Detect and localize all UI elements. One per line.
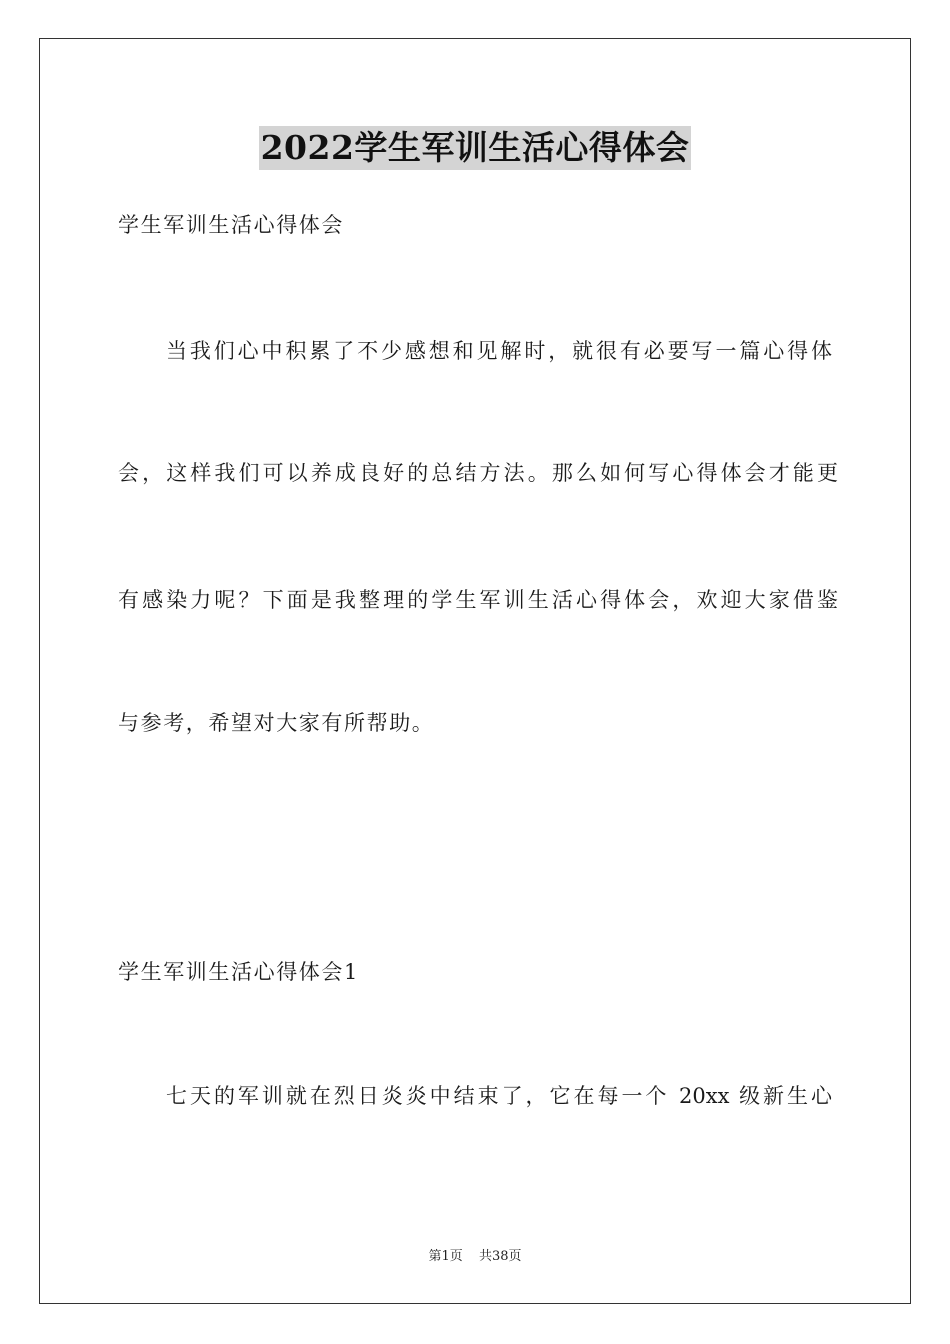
intro-line-2: 会，这样我们可以养成良好的总结方法。那么如何写心得体会才能更 — [118, 461, 838, 485]
page-footer — [0, 1248, 950, 1266]
intro-line-1: 当我们心中积累了不少感想和见解时，就很有必要写一篇心得体 — [166, 339, 832, 363]
intro-line-4: 与参考，希望对大家有所帮助。 — [118, 711, 435, 735]
page-number: 第1页 — [428, 1249, 463, 1264]
section-first-line: 七天的军训就在烈日炎炎中结束了，它在每一个 20xx 级新生心 — [166, 1084, 832, 1108]
document-subtitle: 学生军训生活心得体会 — [118, 213, 344, 237]
page-total: 共38页 — [478, 1249, 522, 1264]
document-title: 2022学生军训生活心得体会 — [259, 126, 692, 170]
section-heading: 学生军训生活心得体会1 — [118, 960, 359, 984]
intro-line-3: 有感染力呢？下面是我整理的学生军训生活心得体会，欢迎大家借鉴 — [118, 588, 838, 612]
title-container — [0, 126, 950, 170]
